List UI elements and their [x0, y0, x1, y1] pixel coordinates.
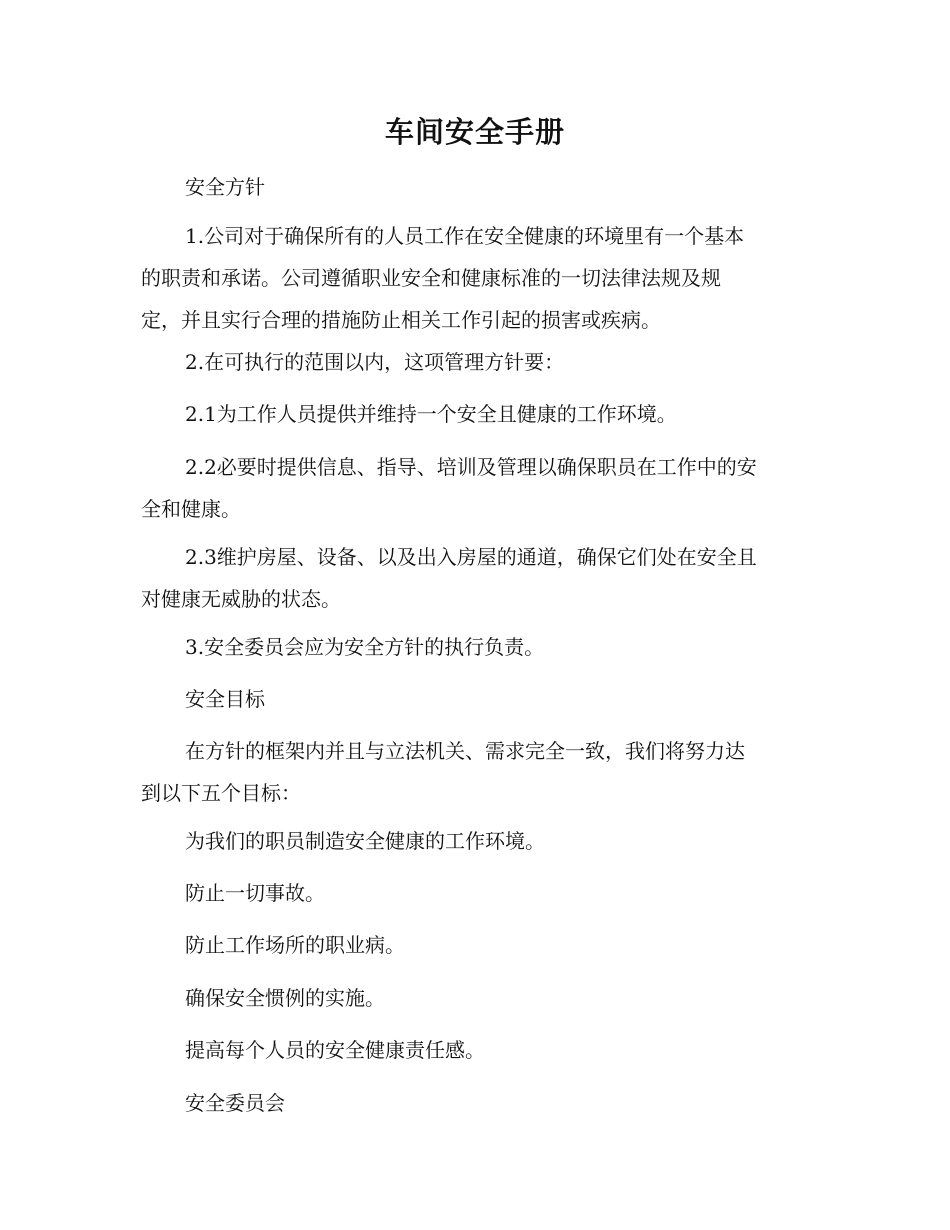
goal-item-3: [141, 924, 809, 966]
paragraph-policy-1: [141, 215, 809, 341]
paragraph-line: 防止工作场所的职业病。: [185, 933, 405, 957]
paragraph-policy-2-3: [141, 536, 809, 620]
section-heading-safety-committee: [141, 1082, 809, 1124]
paragraph-policy-2-2: [141, 446, 809, 530]
paragraph-line: 3.安全委员会应为安全方针的执行负责。: [185, 635, 545, 659]
paragraph-line: 2.3维护房屋、设备、以及出入房屋的通道，确保它们处在安全且: [185, 545, 757, 569]
paragraph-line: 提高每个人员的安全健康责任感。: [185, 1038, 485, 1062]
page-title: 车间安全手册: [384, 115, 565, 149]
paragraph-line: 定，并且实行合理的措施防止相关工作引起的损害或疾病。: [141, 308, 661, 332]
paragraph-policy-2: [141, 341, 809, 383]
goal-item-4: [141, 977, 809, 1019]
paragraph-line: 的职责和承诺。公司遵循职业安全和健康标准的一切法律法规及规: [141, 266, 721, 290]
paragraph-line: 安全方针: [185, 175, 265, 199]
paragraph-line: 确保安全惯例的实施。: [185, 986, 385, 1010]
paragraph-line: 在方针的框架内并且与立法机关、需求完全一致，我们将努力达: [185, 739, 745, 763]
paragraph-policy-3: [141, 626, 809, 668]
paragraph-line: 安全委员会: [185, 1091, 285, 1115]
paragraph-line: 2.在可执行的范围以内，这项管理方针要：: [185, 350, 565, 374]
paragraph-line: 为我们的职员制造安全健康的工作环境。: [185, 829, 545, 853]
section-heading-safety-policy: [141, 166, 809, 208]
goal-item-1: [141, 820, 809, 862]
paragraph-line: 2.1为工作人员提供并维持一个安全且健康的工作环境。: [185, 402, 677, 426]
section-heading-safety-goals: [141, 678, 809, 720]
goal-item-2: [141, 872, 809, 914]
paragraph-line: 对健康无威胁的状态。: [141, 587, 341, 611]
paragraph-goals-intro: [141, 730, 809, 814]
paragraph-line: 到以下五个目标：: [141, 781, 301, 805]
paragraph-line: 1.公司对于确保所有的人员工作在安全健康的环境里有一个基本: [185, 224, 745, 248]
paragraph-line: 防止一切事故。: [185, 881, 325, 905]
goal-item-5: [141, 1029, 809, 1071]
paragraph-policy-2-1: [141, 393, 809, 435]
paragraph-line: 全和健康。: [141, 497, 241, 521]
paragraph-line: 安全目标: [185, 687, 265, 711]
paragraph-line: 2.2必要时提供信息、指导、培训及管理以确保职员在工作中的安: [185, 455, 757, 479]
